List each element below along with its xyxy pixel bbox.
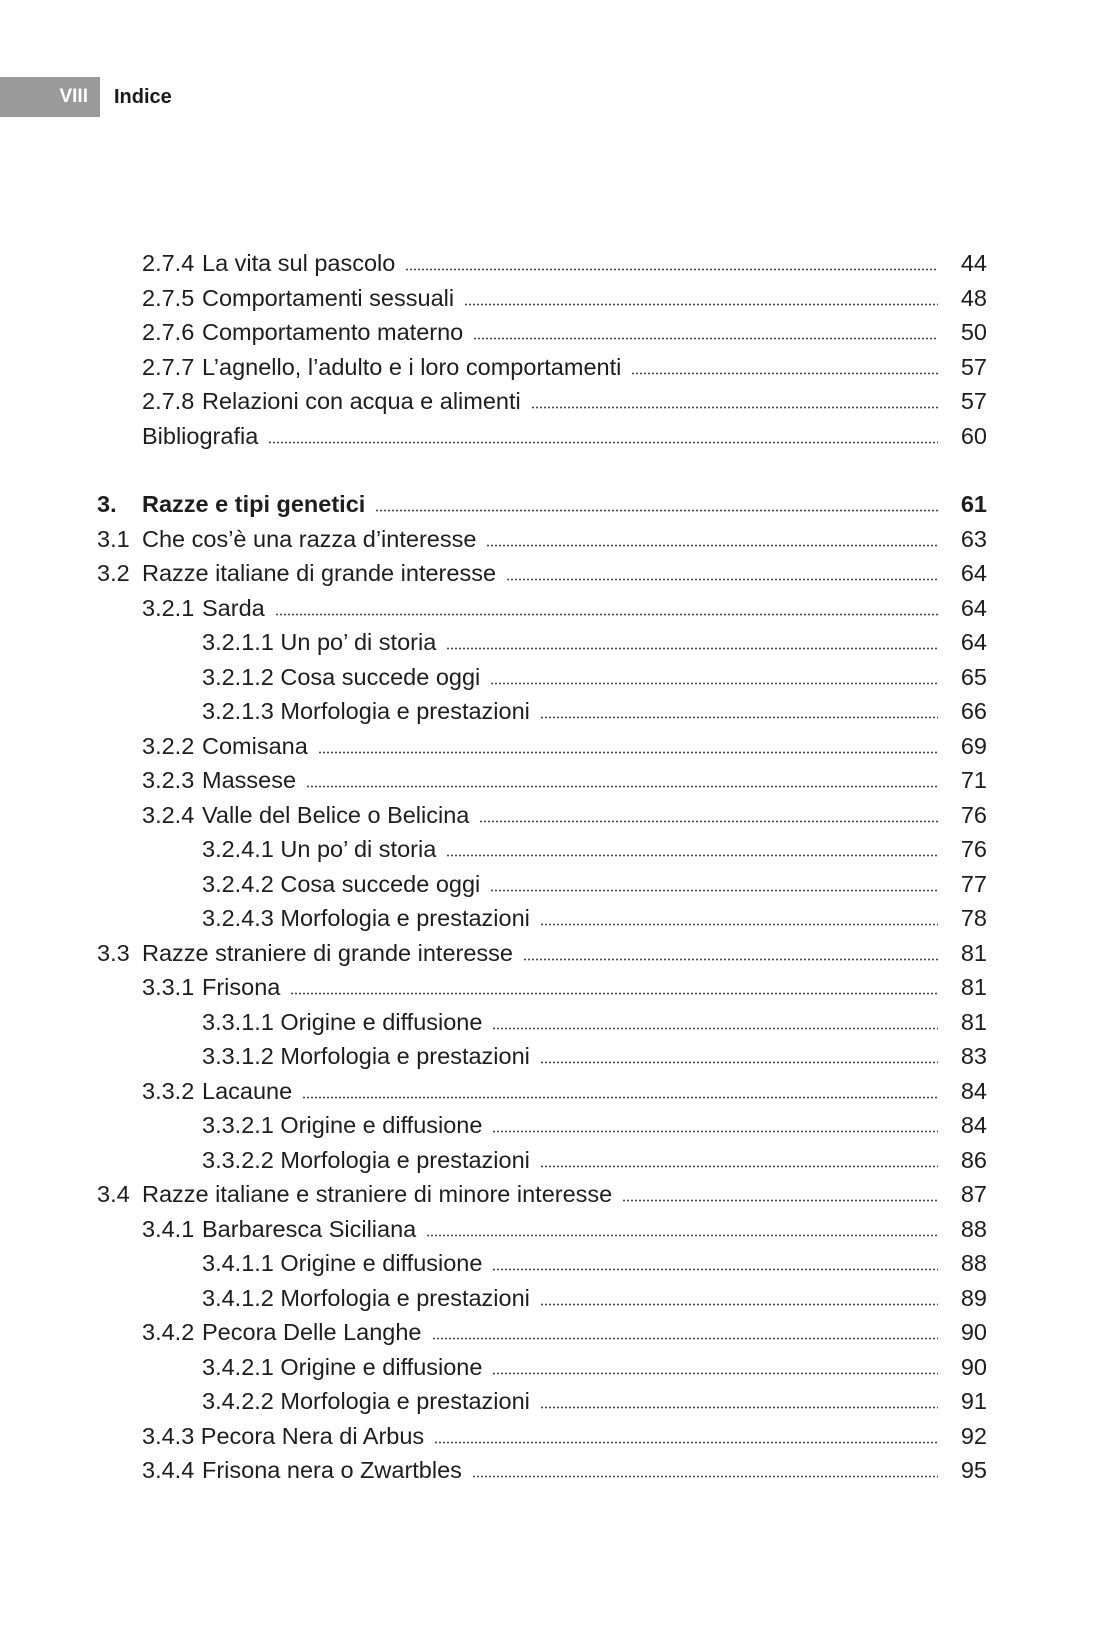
dot-leader — [318, 751, 938, 754]
dot-leader — [540, 1303, 938, 1306]
toc-entry-title: Razze straniere di grande interesse — [142, 939, 513, 966]
toc-entry-title: Sarda — [202, 594, 265, 621]
toc-entry-title: Comportamento materno — [202, 319, 464, 345]
toc-entry-page: 76 — [960, 801, 987, 828]
toc-entry-page: 57 — [960, 388, 987, 414]
toc-entry-page: 66 — [960, 698, 987, 724]
toc-entry[interactable] — [0, 625, 1100, 659]
toc-entry-number: 3. — [97, 491, 117, 517]
toc-entry[interactable] — [0, 832, 1100, 866]
dot-leader — [490, 889, 938, 892]
toc-entry[interactable] — [0, 729, 1100, 763]
toc-entry-number: 2.7.4 — [142, 250, 195, 276]
toc-entry-title: 3.3.2.1 Origine e diffusione — [202, 1112, 483, 1138]
toc-entry-title: Pecora Delle Langhe — [202, 1319, 422, 1345]
toc-entry-page: 84 — [960, 1077, 987, 1104]
toc-entry-number: 2.7.5 — [142, 284, 195, 311]
toc-entry-title: 3.2.1.1 Un po’ di storia — [202, 629, 437, 655]
toc-entry-page: 90 — [960, 1353, 987, 1380]
running-title: Indice — [114, 85, 172, 108]
toc-entry[interactable] — [0, 350, 1100, 384]
toc-entry-page: 64 — [960, 594, 987, 621]
toc-entry[interactable] — [0, 556, 1100, 590]
toc-entry-title: 3.3.1.1 Origine e diffusione — [202, 1008, 483, 1035]
toc-entry-page: 81 — [960, 974, 987, 1000]
page-number-tab — [0, 77, 100, 117]
toc-entry-title: Comportamenti sessuali — [202, 284, 455, 311]
toc-entry-page: 64 — [960, 629, 987, 655]
dot-leader — [506, 578, 938, 581]
toc-entry-title: Massese — [202, 767, 297, 793]
toc-entry-page: 50 — [960, 319, 987, 345]
toc-entry-title: Valle del Belice o Belicina — [202, 801, 470, 828]
dot-leader — [479, 820, 938, 823]
toc-entry-number: 3.4 — [97, 1181, 130, 1207]
toc-entry-title: 3.3.1.2 Morfologia e prestazioni — [202, 1043, 530, 1069]
toc-entry-title: 3.2.4.3 Morfologia e prestazioni — [202, 905, 530, 931]
toc-entry-number: 3.1 — [97, 525, 130, 552]
toc-entry-page: 57 — [960, 353, 987, 380]
toc-entry-title: La vita sul pascolo — [202, 250, 396, 276]
toc-entry-page: 81 — [960, 939, 987, 966]
dot-leader — [540, 923, 938, 926]
dot-leader — [540, 1061, 938, 1064]
toc-entry-page: 76 — [960, 836, 987, 862]
page-number: VIII — [59, 86, 88, 107]
toc-entry-number: 3.2 — [97, 560, 130, 586]
toc-entry-title: Razze e tipi genetici — [142, 491, 366, 517]
toc-entry[interactable] — [0, 694, 1100, 728]
toc-entry[interactable] — [0, 867, 1100, 901]
toc-entry[interactable] — [0, 1005, 1100, 1039]
toc-entry-title: Relazioni con acqua e alimenti — [202, 388, 521, 414]
toc-entry-page: 86 — [960, 1146, 987, 1173]
toc-entry-number: 3.4.2 — [142, 1319, 195, 1345]
running-header — [0, 77, 172, 117]
toc-entry-number: 2.7.6 — [142, 319, 195, 345]
dot-leader — [490, 682, 938, 685]
dot-leader — [492, 1268, 938, 1271]
toc-entry-title: Bibliografia — [142, 422, 259, 449]
toc-entry-page: 60 — [960, 422, 987, 449]
toc-entry[interactable] — [0, 384, 1100, 418]
toc-entry-title: 3.3.2.2 Morfologia e prestazioni — [202, 1146, 530, 1173]
dot-leader — [486, 544, 938, 547]
dot-leader — [540, 1165, 938, 1168]
toc-entry-number: 3.2.4 — [142, 801, 195, 828]
dot-leader — [426, 1234, 938, 1237]
toc-entry[interactable] — [0, 1350, 1100, 1384]
toc-entry-title: 3.4.2.1 Origine e diffusione — [202, 1353, 483, 1380]
toc-entry-page: 44 — [960, 250, 987, 276]
toc-entry-page: 71 — [960, 767, 987, 793]
toc-entry-page: 81 — [960, 1008, 987, 1035]
toc-entry[interactable] — [0, 970, 1100, 1004]
toc-entry-page: 87 — [960, 1181, 987, 1207]
toc-entry-title: Razze italiane e straniere di minore interesse — [142, 1181, 613, 1207]
toc-entry[interactable] — [0, 763, 1100, 797]
toc-entry[interactable] — [0, 936, 1100, 970]
toc-entry-number: 3.2.2 — [142, 732, 195, 759]
toc-entry[interactable] — [0, 591, 1100, 625]
toc-entry-number: 3.3.1 — [142, 974, 195, 1000]
toc-entry[interactable] — [0, 1384, 1100, 1418]
dot-leader — [268, 441, 938, 444]
toc-entry-number: 3.2.1 — [142, 594, 195, 621]
dot-leader — [275, 613, 938, 616]
toc-entry-page: 77 — [960, 870, 987, 897]
toc-entry[interactable] — [0, 315, 1100, 349]
dot-leader — [302, 1096, 938, 1099]
toc-entry-title: 3.4.2.2 Morfologia e prestazioni — [202, 1388, 530, 1414]
toc-entry[interactable] — [0, 487, 1100, 521]
dot-leader — [540, 1406, 938, 1409]
toc-entry-title: 3.4.1.1 Origine e diffusione — [202, 1250, 483, 1276]
dot-leader — [492, 1372, 938, 1375]
toc-entry[interactable] — [0, 1143, 1100, 1177]
toc-entry[interactable] — [0, 246, 1100, 280]
dot-leader — [446, 647, 938, 650]
toc-entry[interactable] — [0, 1281, 1100, 1315]
toc-entry-number: 3.4.1 — [142, 1215, 195, 1242]
dot-leader — [290, 992, 938, 995]
toc-entry-page: 92 — [960, 1422, 987, 1449]
dot-leader — [405, 268, 938, 271]
toc-entry[interactable] — [0, 1108, 1100, 1142]
dot-leader — [432, 1337, 939, 1340]
toc-entry-page: 65 — [960, 663, 987, 690]
toc-entry-number: 2.7.8 — [142, 388, 195, 414]
toc-entry-page: 91 — [960, 1388, 987, 1414]
toc-entry[interactable] — [0, 1177, 1100, 1211]
toc-entry-title: Lacaune — [202, 1077, 293, 1104]
toc-entry-page: 64 — [960, 560, 987, 586]
toc-entry-page: 90 — [960, 1319, 987, 1345]
toc-entry-page: 69 — [960, 732, 987, 759]
toc-entry[interactable] — [0, 901, 1100, 935]
dot-leader — [622, 1199, 938, 1202]
toc-entry[interactable] — [0, 419, 1100, 453]
toc-entry-title: Frisona nera o Zwartbles — [202, 1457, 462, 1483]
toc-entry-page: 83 — [960, 1043, 987, 1069]
toc-entry[interactable] — [0, 1453, 1100, 1487]
toc-entry-page: 89 — [960, 1284, 987, 1311]
toc-entry-number: 3.4.4 — [142, 1457, 195, 1483]
toc-entry-title: 3.4.1.2 Morfologia e prestazioni — [202, 1284, 530, 1311]
dot-leader — [492, 1027, 938, 1030]
toc-entry-title: 3.2.1.3 Morfologia e prestazioni — [202, 698, 530, 724]
toc-entry-page: 48 — [960, 284, 987, 311]
toc-entry[interactable] — [0, 1246, 1100, 1280]
toc-entry-page: 88 — [960, 1215, 987, 1242]
toc-entry-number: 3.3.2 — [142, 1077, 195, 1104]
dot-leader — [375, 509, 938, 512]
toc-entry[interactable] — [0, 522, 1100, 556]
toc-entry-title: L’agnello, l’adulto e i loro comportamenti — [202, 353, 622, 380]
toc-entry-title: Razze italiane di grande interesse — [142, 560, 497, 586]
dot-leader — [464, 303, 938, 306]
toc-entry-title: Frisona — [202, 974, 281, 1000]
toc-entry[interactable] — [0, 281, 1100, 315]
toc-entry-title: Comisana — [202, 732, 308, 759]
toc-entry-page: 95 — [960, 1457, 987, 1483]
dot-leader — [540, 716, 938, 719]
dot-leader — [472, 1475, 938, 1478]
dot-leader — [473, 337, 938, 340]
dot-leader — [492, 1130, 938, 1133]
toc-entry-title: 3.2.4.2 Cosa succede oggi — [202, 870, 481, 897]
dot-leader — [446, 854, 938, 857]
toc-entry-page: 88 — [960, 1250, 987, 1276]
toc-entry-title: Che cos’è una razza d’interesse — [142, 525, 477, 552]
dot-leader — [434, 1441, 938, 1444]
toc-entry-page: 84 — [960, 1112, 987, 1138]
dot-leader — [531, 406, 938, 409]
toc-entry[interactable] — [0, 1039, 1100, 1073]
toc-entry[interactable] — [0, 1419, 1100, 1453]
toc-entry-page: 61 — [960, 491, 987, 517]
toc-entry[interactable] — [0, 1074, 1100, 1108]
toc-entry-title: 3.4.3 Pecora Nera di Arbus — [142, 1422, 425, 1449]
toc-entry[interactable] — [0, 1212, 1100, 1246]
toc-entry-page: 78 — [960, 905, 987, 931]
dot-leader — [631, 372, 938, 375]
toc-entry-title: 3.2.4.1 Un po’ di storia — [202, 836, 437, 862]
dot-leader — [306, 785, 938, 788]
toc-entry-title: 3.2.1.2 Cosa succede oggi — [202, 663, 481, 690]
toc-entry-number: 3.3 — [97, 939, 130, 966]
toc-entry[interactable] — [0, 660, 1100, 694]
dot-leader — [523, 958, 938, 961]
toc-entry[interactable] — [0, 1315, 1100, 1349]
toc-entry-title: Barbaresca Siciliana — [202, 1215, 417, 1242]
toc-entry[interactable] — [0, 798, 1100, 832]
toc-entry-number: 3.2.3 — [142, 767, 195, 793]
toc-entry-number: 2.7.7 — [142, 353, 195, 380]
toc-entry-page: 63 — [960, 525, 987, 552]
